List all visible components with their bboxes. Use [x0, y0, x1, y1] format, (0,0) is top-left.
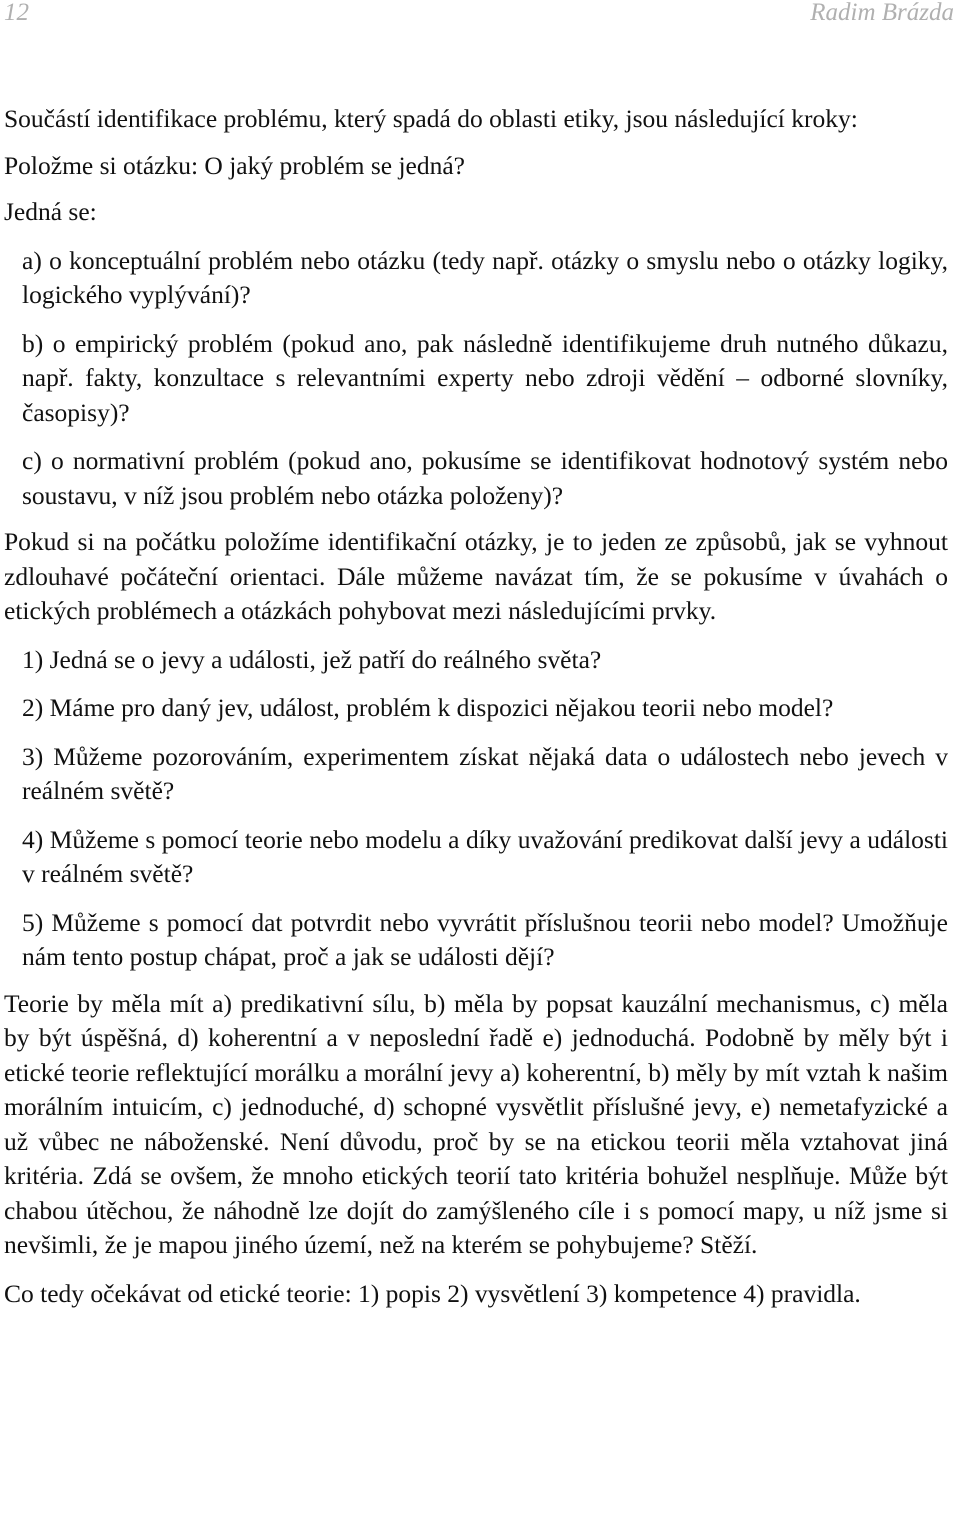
- option-a: a) o konceptuální problém nebo otázku (tedy např. otázky o smyslu nebo o otázky logiky, logického vyplývání)?: [22, 245, 948, 309]
- final-paragraph: Co tedy očekávat od etické teorie: 1) popis 2) vysvětlení 3) kompetence 4) pravidla.: [4, 1278, 861, 1308]
- intro-paragraph: Součástí identifikace problému, který spadá do oblasti etiky, jsou následující kroky:: [4, 104, 858, 133]
- step-3: 3) Můžeme pozorováním, experimentem získat nějaká data o událostech nebo jevech v reálném světě?: [22, 741, 948, 805]
- theory-paragraph: Teorie by měla mít a) predikativní sílu, b) měla by popsat kauzální mechanismus, c) měla by být úspěšná, d) koherentní a v neposlední řadě e) jednoduchá. Podobně by měly být i etické teorie reflektující morálku a morální jevy a) koherentní, b) měly by mít vztah k našim morálním intuicím, c) jednoduché, d) schopné vysvětlit příslušné jevy, e) nemetafyzické a už vůbec ne náboženské. Není důvodu, proč by se na etickou teorii měla vztahovat jiná kritéria. Zdá se ovšem, že mnoho etických teorií tato kritéria bohužel nesplňuje. Může být chabou útěchou, že náhodně lze dojít do zamýšleného cíle i s pomocí mapy, u níž jsme si nevšimli, že je mapou jiného území, než na kterém se pohybujeme? Stěží.: [4, 988, 948, 1259]
- option-b: b) o empirický problém (pokud ano, pak následně identifikujeme druh nutného důkazu, např. fakty, konzultace s relevantními experty nebo zdroji vědění – odborné slovníky, časopisy)?: [22, 328, 948, 427]
- step-5: 5) Můžeme s pomocí dat potvrdit nebo vyvrátit příslušnou teorii nebo model? Umožňuje nám tento postup chápat, proč a jak se události dějí?: [22, 907, 948, 971]
- running-author: Radim Brázda: [810, 0, 954, 26]
- middle-paragraph: Pokud si na počátku položíme identifikační otázky, je to jeden ze způsobů, jak se vyhnout zdlouhavé počáteční orientaci. Dále můžeme navázat tím, že se pokusíme v úvahách o etických problémech a otázkách pohybovat mezi následujícími prvky.: [4, 527, 948, 625]
- question-paragraph: Položme si otázku: O jaký problém se jedná?: [4, 150, 466, 180]
- step-1: 1) Jedná se o jevy a události, jež patří do reálného světa?: [22, 644, 602, 674]
- lead-in-paragraph: Jedná se:: [4, 197, 97, 226]
- step-2: 2) Máme pro daný jev, událost, problém k dispozici nějakou teorii nebo model?: [22, 693, 834, 722]
- running-header: [0, 0, 954, 30]
- option-c: c) o normativní problém (pokud ano, pokusíme se identifikovat hodnotový systém nebo soustavu, v níž jsou problém nebo otázka položeny)?: [22, 446, 948, 510]
- page-body: [4, 102, 948, 1311]
- page-number: 12: [4, 0, 29, 26]
- step-4: 4) Můžeme s pomocí teorie nebo modelu a díky uvažování predikovat další jevy a události v reálném světě?: [22, 824, 948, 888]
